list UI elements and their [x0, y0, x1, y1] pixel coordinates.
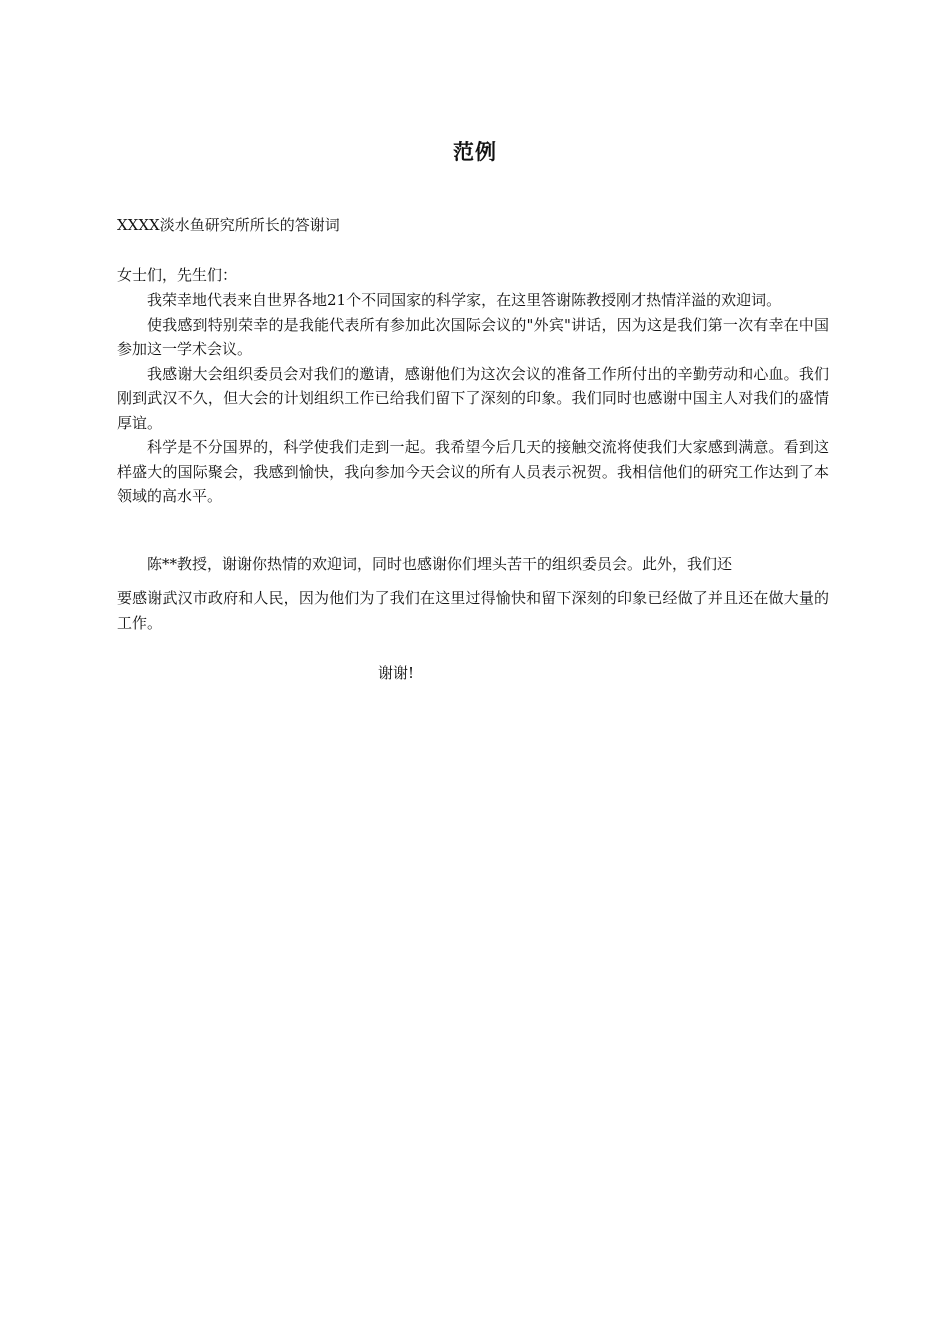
page-title: 范例	[453, 140, 497, 164]
thanks-text: 谢谢!	[378, 664, 415, 682]
paragraph: 使我感到特别荣幸的是我能代表所有参加此次国际会议的"外宾"讲话，因为这是我们第一次有幸在中国参加这一学术会议。	[117, 315, 829, 358]
paragraph: 我荣幸地代表来自世界各地21个不同国家的科学家，在这里答谢陈教授刚才热情洋溢的欢迎词。	[147, 291, 782, 309]
closing-paragraph	[117, 552, 829, 635]
document-subtitle: XXXX淡水鱼研究所所长的答谢词	[117, 216, 340, 234]
salutation: 女士们，先生们：	[117, 266, 238, 284]
closing-rest: 要感谢武汉市政府和人民，因为他们为了我们在这里过得愉快和留下深刻的印象已经做了并且还在做大量的工作。	[117, 589, 829, 632]
body-text	[117, 288, 829, 509]
paragraph: 科学是不分国界的，科学使我们走到一起。我希望今后几天的接触交流将使我们大家感到满意。看到这样盛大的国际聚会，我感到愉快，我向参加今天会议的所有人员表示祝贺。我相信他们的研究工作达到了本领域的高水平。	[117, 438, 829, 505]
closing-line-1: 陈**教授，谢谢你热情的欢迎词，同时也感谢你们埋头苦干的组织委员会。此外，我们还	[147, 555, 733, 573]
paragraph: 我感谢大会组织委员会对我们的邀请，感谢他们为这次会议的准备工作所付出的辛勤劳动和心血。我们刚到武汉不久，但大会的计划组织工作已给我们留下了深刻的印象。我们同时也感谢中国主人对我们的盛情厚谊。	[117, 364, 829, 432]
